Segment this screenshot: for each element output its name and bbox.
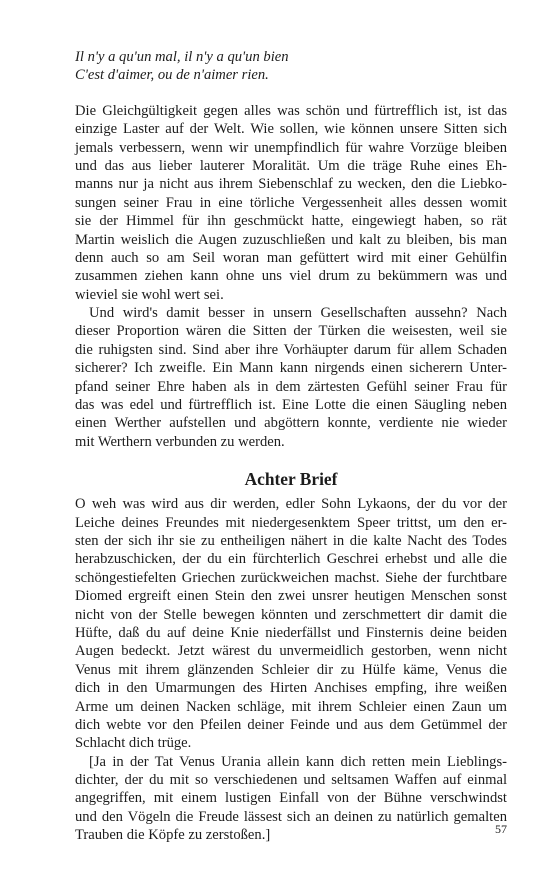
- letter-paragraph-2: [75, 753, 507, 845]
- text-line: einen Werther aufstellen und abgöttern konnte, verdiente nie wieder: [75, 415, 507, 432]
- text-line: denn auch so am Seil woran man gefüttert wird mit einer Gehülfin: [75, 249, 507, 266]
- text-line: mit Werthern verbunden zu werden.: [75, 433, 285, 450]
- text-line: wieviel sie wohl wert sei.: [75, 286, 224, 303]
- text-line: herabzuschicken, der du ein fürchterlich Geschrei erhebst und alle die: [75, 551, 507, 568]
- text-line: angegriffen, mit einem lustigen Einfall von der Bühne verschwindst: [75, 790, 507, 807]
- text-line: Die Gleichgültigkeit gegen alles was schön und fürtrefflich ist, ist das: [75, 102, 507, 119]
- text-line: dieser Proportion wären die Sitten der Türken die weisesten, weil sie: [75, 323, 507, 340]
- text-line: sungen seiner Frau in eine törliche Vergessenheit alles dessen womit: [75, 194, 507, 211]
- text-line: jemals verbessern, wenn wir unempfindlich für wahre Vorzüge bleiben: [75, 139, 507, 156]
- text-line: Schlacht dich trüge.: [75, 735, 192, 752]
- page-number: 57: [495, 822, 507, 836]
- text-line: Und wird's damit besser in unsern Gesellschaften aussehn? Nach: [89, 305, 507, 322]
- epigraph-line: C'est d'aimer, ou de n'aimer rien.: [75, 67, 269, 84]
- paragraph-1: [75, 102, 507, 304]
- text-line: zusammen ziehen kann ohne uns viel drum zu bekümmern was und: [75, 268, 507, 285]
- text-line: und den Vögeln die Freude lässest sich an deinen zu natürlich gemalten: [75, 808, 507, 825]
- epigraph-line: Il n'y a qu'un mal, il n'y a qu'un bien: [75, 49, 289, 65]
- paragraph-2: [75, 304, 507, 451]
- text-line: Arme um deinen Nacken schläge, mit ihrem Schleier einen Zaun um: [75, 698, 507, 715]
- text-line: O weh was wird aus dir werden, edler Sohn Lykaons, der du vor der: [75, 496, 507, 513]
- text-line: und das aus lieber lauterer Moralität. Um die träge Ruhe eines Eh-: [75, 157, 507, 174]
- text-line: Trauben die Köpfe zu zerstoßen.]: [75, 827, 271, 844]
- text-line: dich in den Umarmungen des Hirten Anchises empfing, ihre weißen: [75, 680, 507, 697]
- text-line: das was edel und fürtrefflich ist. Eine Lotte die einen Säugling neben: [75, 397, 507, 414]
- letter-paragraph-1: [75, 495, 507, 752]
- text-line: sicherer? Ich zweifle. Ein Mann kann nirgends einen sicherern Unter-: [75, 360, 507, 377]
- text-line: schöngestiefelten Griechen zurückweichen machst. Siehe der furchtbare: [75, 569, 507, 586]
- text-line: Venus mit ihrem glänzenden Schleier dir zu Hülfe käme, Venus die: [75, 661, 507, 678]
- epigraph: [75, 48, 507, 85]
- text-line: Augen bedeckt. Jetzt wärest du unvermeidlich gestorben, wenn nicht: [75, 643, 507, 660]
- page-body: [75, 48, 507, 845]
- spacer: [75, 85, 507, 102]
- section-heading: Achter Brief: [244, 469, 338, 490]
- text-line: nicht von der Stelle bewegen könnten und zerschmettert dir damit die: [75, 606, 507, 623]
- text-line: dich webte vor den Pfeilen deiner Feinde und aus dem Getümmel der: [75, 716, 507, 733]
- text-line: Diomed ergreift einen Stein den zwei unsrer heutigen Menschen sonst: [75, 588, 507, 605]
- text-line: Leiche deines Freundes mit niedergesenktem Speer trittst, um den er-: [75, 514, 507, 531]
- text-line: dichter, der du mit so verschiedenen und seltsamen Waffen auf einmal: [75, 772, 507, 789]
- text-line: Hüfte, daß du auf deine Knie niederfällst und Finsternis deine beiden: [75, 624, 507, 641]
- text-line: sten der sich ihr sie zu entheiligen nähert in die kalte Nacht des Todes: [75, 532, 507, 549]
- text-line: die ruhigsten sind. Sind aber ihre Vorhäupter darum für allem Schaden: [75, 341, 507, 358]
- text-line: sie der Himmel für ihn geschmückt hatte, eingewiegt haben, so rät: [75, 213, 507, 230]
- text-line: einzige Laster auf der Welt. Wie sollen, wie können unsere Sitten sich: [75, 121, 507, 138]
- text-line: pfand seiner Ehre haben als in dem zärtesten Gefühl seiner Frau für: [75, 378, 507, 395]
- text-line: manns nur ja nicht aus ihrem Siebenschlaf zu wecken, den die Liebko-: [75, 176, 507, 193]
- text-line: [Ja in der Tat Venus Urania allein kann dich retten mein Lieblings-: [89, 753, 507, 770]
- text-line: Martin weislich die Augen zuzuschließen und kalt zu bleiben, bis man: [75, 231, 507, 248]
